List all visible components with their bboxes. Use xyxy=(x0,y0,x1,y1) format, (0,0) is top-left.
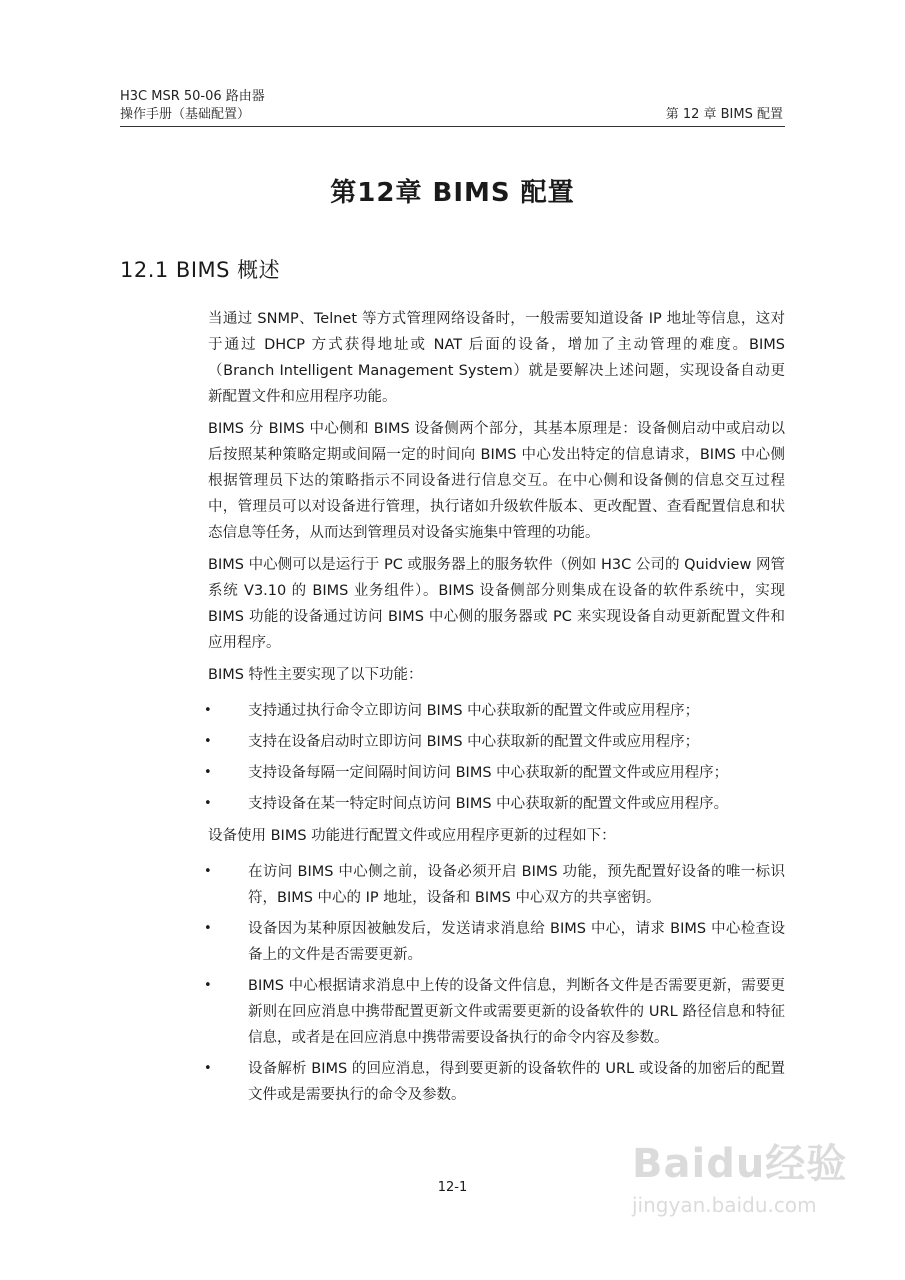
list-item xyxy=(204,729,785,755)
bullet-icon: • xyxy=(204,1061,212,1076)
list-item-text: 设备因为某种原因被触发后，发送请求消息给 BIMS 中心，请求 BIMS 中心检查设备上的文件是否需要更新。 xyxy=(248,921,785,963)
header-product: H3C MSR 50-06 路由器 xyxy=(120,89,265,104)
page-number: 12-1 xyxy=(437,1180,468,1195)
header-chapter: 第 12 章 BIMS 配置 xyxy=(665,107,783,122)
bullet-icon: • xyxy=(204,978,212,993)
bullet-icon: • xyxy=(204,796,212,811)
watermark-logo: Baidu经验 xyxy=(632,1141,848,1187)
bullet-icon: • xyxy=(204,921,212,936)
list-item xyxy=(204,973,785,1051)
list-item xyxy=(204,698,785,724)
bullet-icon: • xyxy=(204,703,212,718)
list-item xyxy=(204,760,785,786)
paragraph: BIMS 特性主要实现了以下功能： xyxy=(208,667,423,683)
header-divider xyxy=(120,126,785,127)
list-item-text: 支持设备在某一特定时间点访问 BIMS 中心获取新的配置文件或应用程序。 xyxy=(248,796,729,812)
section-title: 12.1 BIMS 概述 xyxy=(120,258,281,282)
running-header-left xyxy=(120,88,265,124)
list-item xyxy=(204,859,785,911)
list-item-text: 在访问 BIMS 中心侧之前，设备必须开启 BIMS 功能，预先配置好设备的唯一标识符，BIMS 中心的 IP 地址，设备和 BIMS 中心双方的共享密钥。 xyxy=(248,864,785,906)
list-item-text: BIMS 中心根据请求消息中上传的设备文件信息，判断各文件是否需要更新，需要更新则在回应消息中携带配置更新文件或需要更新的设备软件的 URL 路径信息和特征信息，或者是在回应消息中携带需要设备执行的命令内容及参数。 xyxy=(248,978,785,1046)
body-content xyxy=(204,306,785,1114)
paragraph: 设备使用 BIMS 功能进行配置文件或应用程序更新的过程如下： xyxy=(208,828,616,844)
bullet-icon: • xyxy=(204,734,212,749)
list-item-text: 设备解析 BIMS 的回应消息，得到要更新的设备软件的 URL 或设备的加密后的配置文件或是需要执行的命令及参数。 xyxy=(248,1061,785,1103)
baidu-watermark xyxy=(632,1140,872,1260)
watermark-url: jingyan.baidu.com xyxy=(632,1193,817,1217)
list-item-text: 支持通过执行命令立即访问 BIMS 中心获取新的配置文件或应用程序； xyxy=(248,703,700,719)
list-item xyxy=(204,791,785,817)
chapter-title: 第12章 BIMS 配置 xyxy=(330,178,575,208)
header-manual: 操作手册（基础配置） xyxy=(120,107,251,122)
process-list xyxy=(204,859,785,1108)
paragraph: BIMS 分 BIMS 中心侧和 BIMS 设备侧两个部分，其基本原理是：设备侧启动中或启动以后按照某种策略定期或间隔一定的时间向 BIMS 中心发出特定的信息请求，BIMS 中心侧根据管理员下达的策略指示不同设备进行信息交互。在中心侧和设备侧的信息交互过程中，管理员可以对设备进行管理，执行诸如升级软件版本、更改配置、查看配置信息和状态信息等任务，从而达到管理员对设备实施集中管理的功能。 xyxy=(208,421,785,541)
list-item xyxy=(204,1056,785,1108)
list-item-text: 支持设备每隔一定间隔时间访问 BIMS 中心获取新的配置文件或应用程序； xyxy=(248,765,729,781)
paragraph: BIMS 中心侧可以是运行于 PC 或服务器上的服务软件（例如 H3C 公司的 Quidview 网管系统 V3.10 的 BIMS 业务组件）。BIMS 设备侧部分则集成在设备的软件系统中，实现 BIMS 功能的设备通过访问 BIMS 中心侧的服务器或 PC 来实现设备自动更新配置文件和应用程序。 xyxy=(208,557,785,651)
paragraph: 当通过 SNMP、Telnet 等方式管理网络设备时，一般需要知道设备 IP 地址等信息，这对于通过 DHCP 方式获得地址或 NAT 后面的设备，增加了主动管理的难度。BIMS（Branch Intelligent Management System）就是要解决上述问题，实现设备自动更新配置文件和应用程序功能。 xyxy=(208,311,785,405)
feature-list xyxy=(204,698,785,817)
list-item-text: 支持在设备启动时立即访问 BIMS 中心获取新的配置文件或应用程序； xyxy=(248,734,700,750)
list-item xyxy=(204,916,785,968)
bullet-icon: • xyxy=(204,864,212,879)
bullet-icon: • xyxy=(204,765,212,780)
